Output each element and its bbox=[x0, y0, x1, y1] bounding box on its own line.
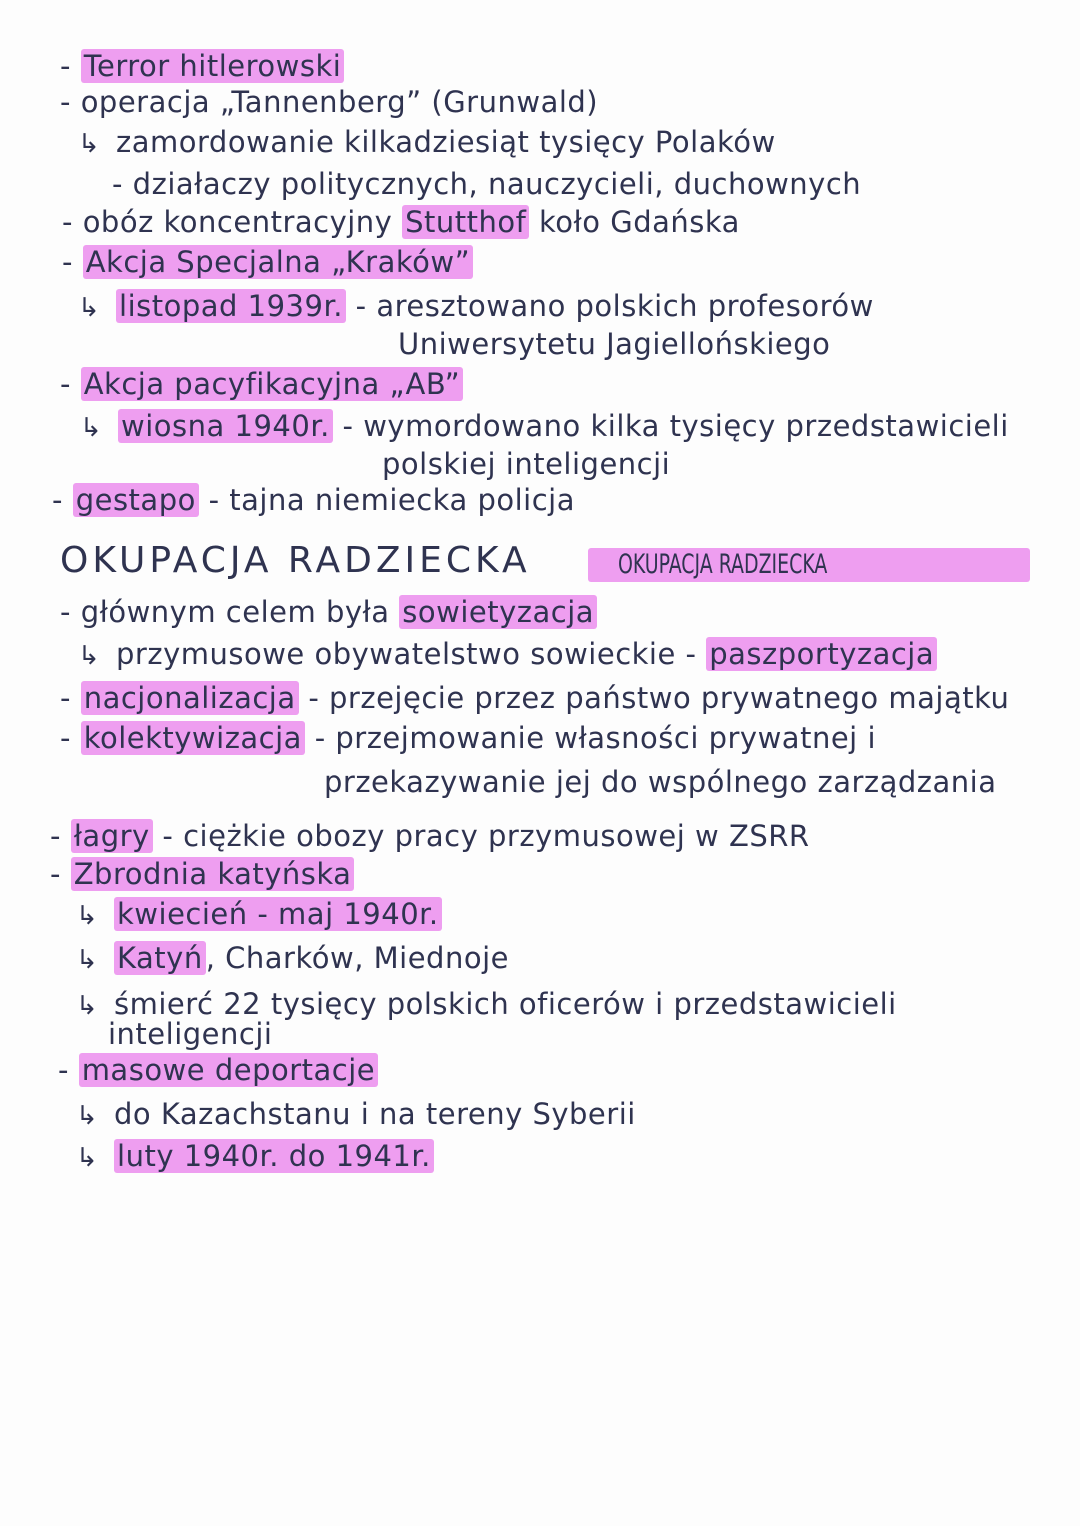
note-line bbox=[78, 124, 776, 162]
note-line bbox=[60, 366, 463, 402]
highlighted-date: wiosna 1940r. bbox=[118, 409, 333, 443]
arrow-icon: ↳ bbox=[78, 641, 101, 671]
bullet-dash: - bbox=[60, 49, 71, 83]
highlighted-term: nacjonalizacja bbox=[81, 681, 299, 715]
highlighted-term: Zbrodnia katyńska bbox=[71, 857, 355, 891]
bullet-dash: - bbox=[62, 205, 73, 239]
highlighted-term: kolektywizacja bbox=[81, 721, 305, 755]
arrow-icon: ↳ bbox=[76, 901, 99, 931]
note-text: - aresztowano polskich profesorów bbox=[355, 289, 874, 323]
arrow-icon: ↳ bbox=[78, 129, 101, 159]
highlighted-date: listopad 1939r. bbox=[116, 289, 346, 323]
bullet-dash: - bbox=[60, 595, 71, 629]
note-line bbox=[62, 244, 473, 280]
note-text: - tajna niemiecka policja bbox=[208, 483, 575, 517]
note-text: - wymordowano kilka tysięcy przedstawicieli bbox=[342, 409, 1009, 443]
highlighted-date: luty 1940r. do 1941r. bbox=[114, 1139, 434, 1173]
bullet-dash: - bbox=[50, 819, 61, 853]
bullet-dash: - bbox=[58, 1053, 69, 1087]
note-line bbox=[58, 1052, 378, 1088]
note-line bbox=[78, 636, 937, 674]
highlighted-term: masowe deportacje bbox=[79, 1053, 378, 1087]
note-text: śmierć 22 tysięcy polskich oficerów i przedstawicieli bbox=[114, 987, 897, 1021]
note-text: polskiej inteligencji bbox=[382, 447, 671, 481]
note-line bbox=[60, 680, 1009, 716]
heading-bar-label: OKUPACJA RADZIECKA bbox=[618, 549, 828, 580]
note-line bbox=[60, 720, 876, 756]
note-line bbox=[62, 204, 740, 240]
note-line bbox=[80, 408, 1009, 446]
arrow-icon: ↳ bbox=[76, 1143, 99, 1173]
note-line bbox=[76, 1138, 434, 1176]
highlighted-term: Terror hitlerowski bbox=[81, 49, 345, 83]
note-line bbox=[76, 896, 442, 934]
arrow-icon: ↳ bbox=[78, 293, 101, 323]
note-text: - działaczy politycznych, nauczycieli, duchownych bbox=[112, 167, 862, 201]
note-line bbox=[78, 288, 874, 326]
bullet-dash: - bbox=[50, 857, 61, 891]
bullet-dash: - bbox=[60, 681, 71, 715]
note-text: przekazywanie jej do wspólnego zarządzania bbox=[324, 765, 997, 799]
note-text: koło Gdańska bbox=[539, 205, 740, 239]
note-line bbox=[398, 326, 830, 362]
note-line bbox=[324, 764, 997, 800]
bullet-dash: - bbox=[52, 483, 63, 517]
highlighted-term: Akcja Specjalna „Kraków” bbox=[83, 245, 473, 279]
note-text: inteligencji bbox=[108, 1017, 273, 1051]
highlighted-term: łagry bbox=[71, 819, 153, 853]
arrow-icon: ↳ bbox=[76, 991, 99, 1021]
note-line bbox=[50, 856, 354, 892]
bullet-dash: - bbox=[60, 721, 71, 755]
note-text: - przejęcie przez państwo prywatnego majątku bbox=[308, 681, 1010, 715]
note-text: - ciężkie obozy pracy przymusowej w ZSRR bbox=[162, 819, 810, 853]
note-line bbox=[60, 594, 597, 630]
note-line bbox=[76, 1096, 636, 1134]
note-line bbox=[112, 166, 861, 202]
note-text: zamordowanie kilkadziesiąt tysięcy Polaków bbox=[116, 125, 776, 159]
note-text: do Kazachstanu i na tereny Syberii bbox=[114, 1097, 636, 1131]
note-line bbox=[76, 940, 509, 978]
note-text: obóz koncentracyjny bbox=[82, 205, 393, 239]
note-text: głównym celem była bbox=[80, 595, 390, 629]
bullet-dash: - bbox=[60, 367, 71, 401]
highlighted-date: kwiecień - maj 1940r. bbox=[114, 897, 442, 931]
note-text: Uniwersytetu Jagiellońskiego bbox=[398, 327, 831, 361]
note-line bbox=[108, 1016, 272, 1052]
arrow-icon: ↳ bbox=[80, 413, 103, 443]
bullet-dash: - bbox=[62, 245, 73, 279]
note-line bbox=[52, 482, 575, 518]
section-heading: OKUPACJA RADZIECKA bbox=[60, 540, 531, 581]
note-line bbox=[382, 446, 670, 482]
note-text: - przejmowanie własności prywatnej i bbox=[314, 721, 876, 755]
highlighted-term: sowietyzacja bbox=[399, 595, 597, 629]
note-text: przymusowe obywatelstwo sowieckie - bbox=[116, 637, 697, 671]
arrow-icon: ↳ bbox=[76, 945, 99, 975]
highlighted-term: Stutthof bbox=[402, 205, 529, 239]
highlighted-term: Katyń bbox=[114, 941, 206, 975]
highlighted-term: Akcja pacyfikacyjna „AB” bbox=[81, 367, 464, 401]
arrow-icon: ↳ bbox=[76, 1101, 99, 1131]
note-text: , Charków, Miednoje bbox=[205, 941, 509, 975]
bullet-dash: - bbox=[60, 85, 71, 119]
note-line bbox=[60, 48, 344, 84]
highlighted-term: gestapo bbox=[73, 483, 199, 517]
note-line bbox=[50, 818, 810, 854]
note-line bbox=[60, 84, 598, 120]
highlighted-term: paszportyzacja bbox=[706, 637, 937, 671]
note-text: operacja „Tannenberg” (Grunwald) bbox=[80, 85, 599, 119]
